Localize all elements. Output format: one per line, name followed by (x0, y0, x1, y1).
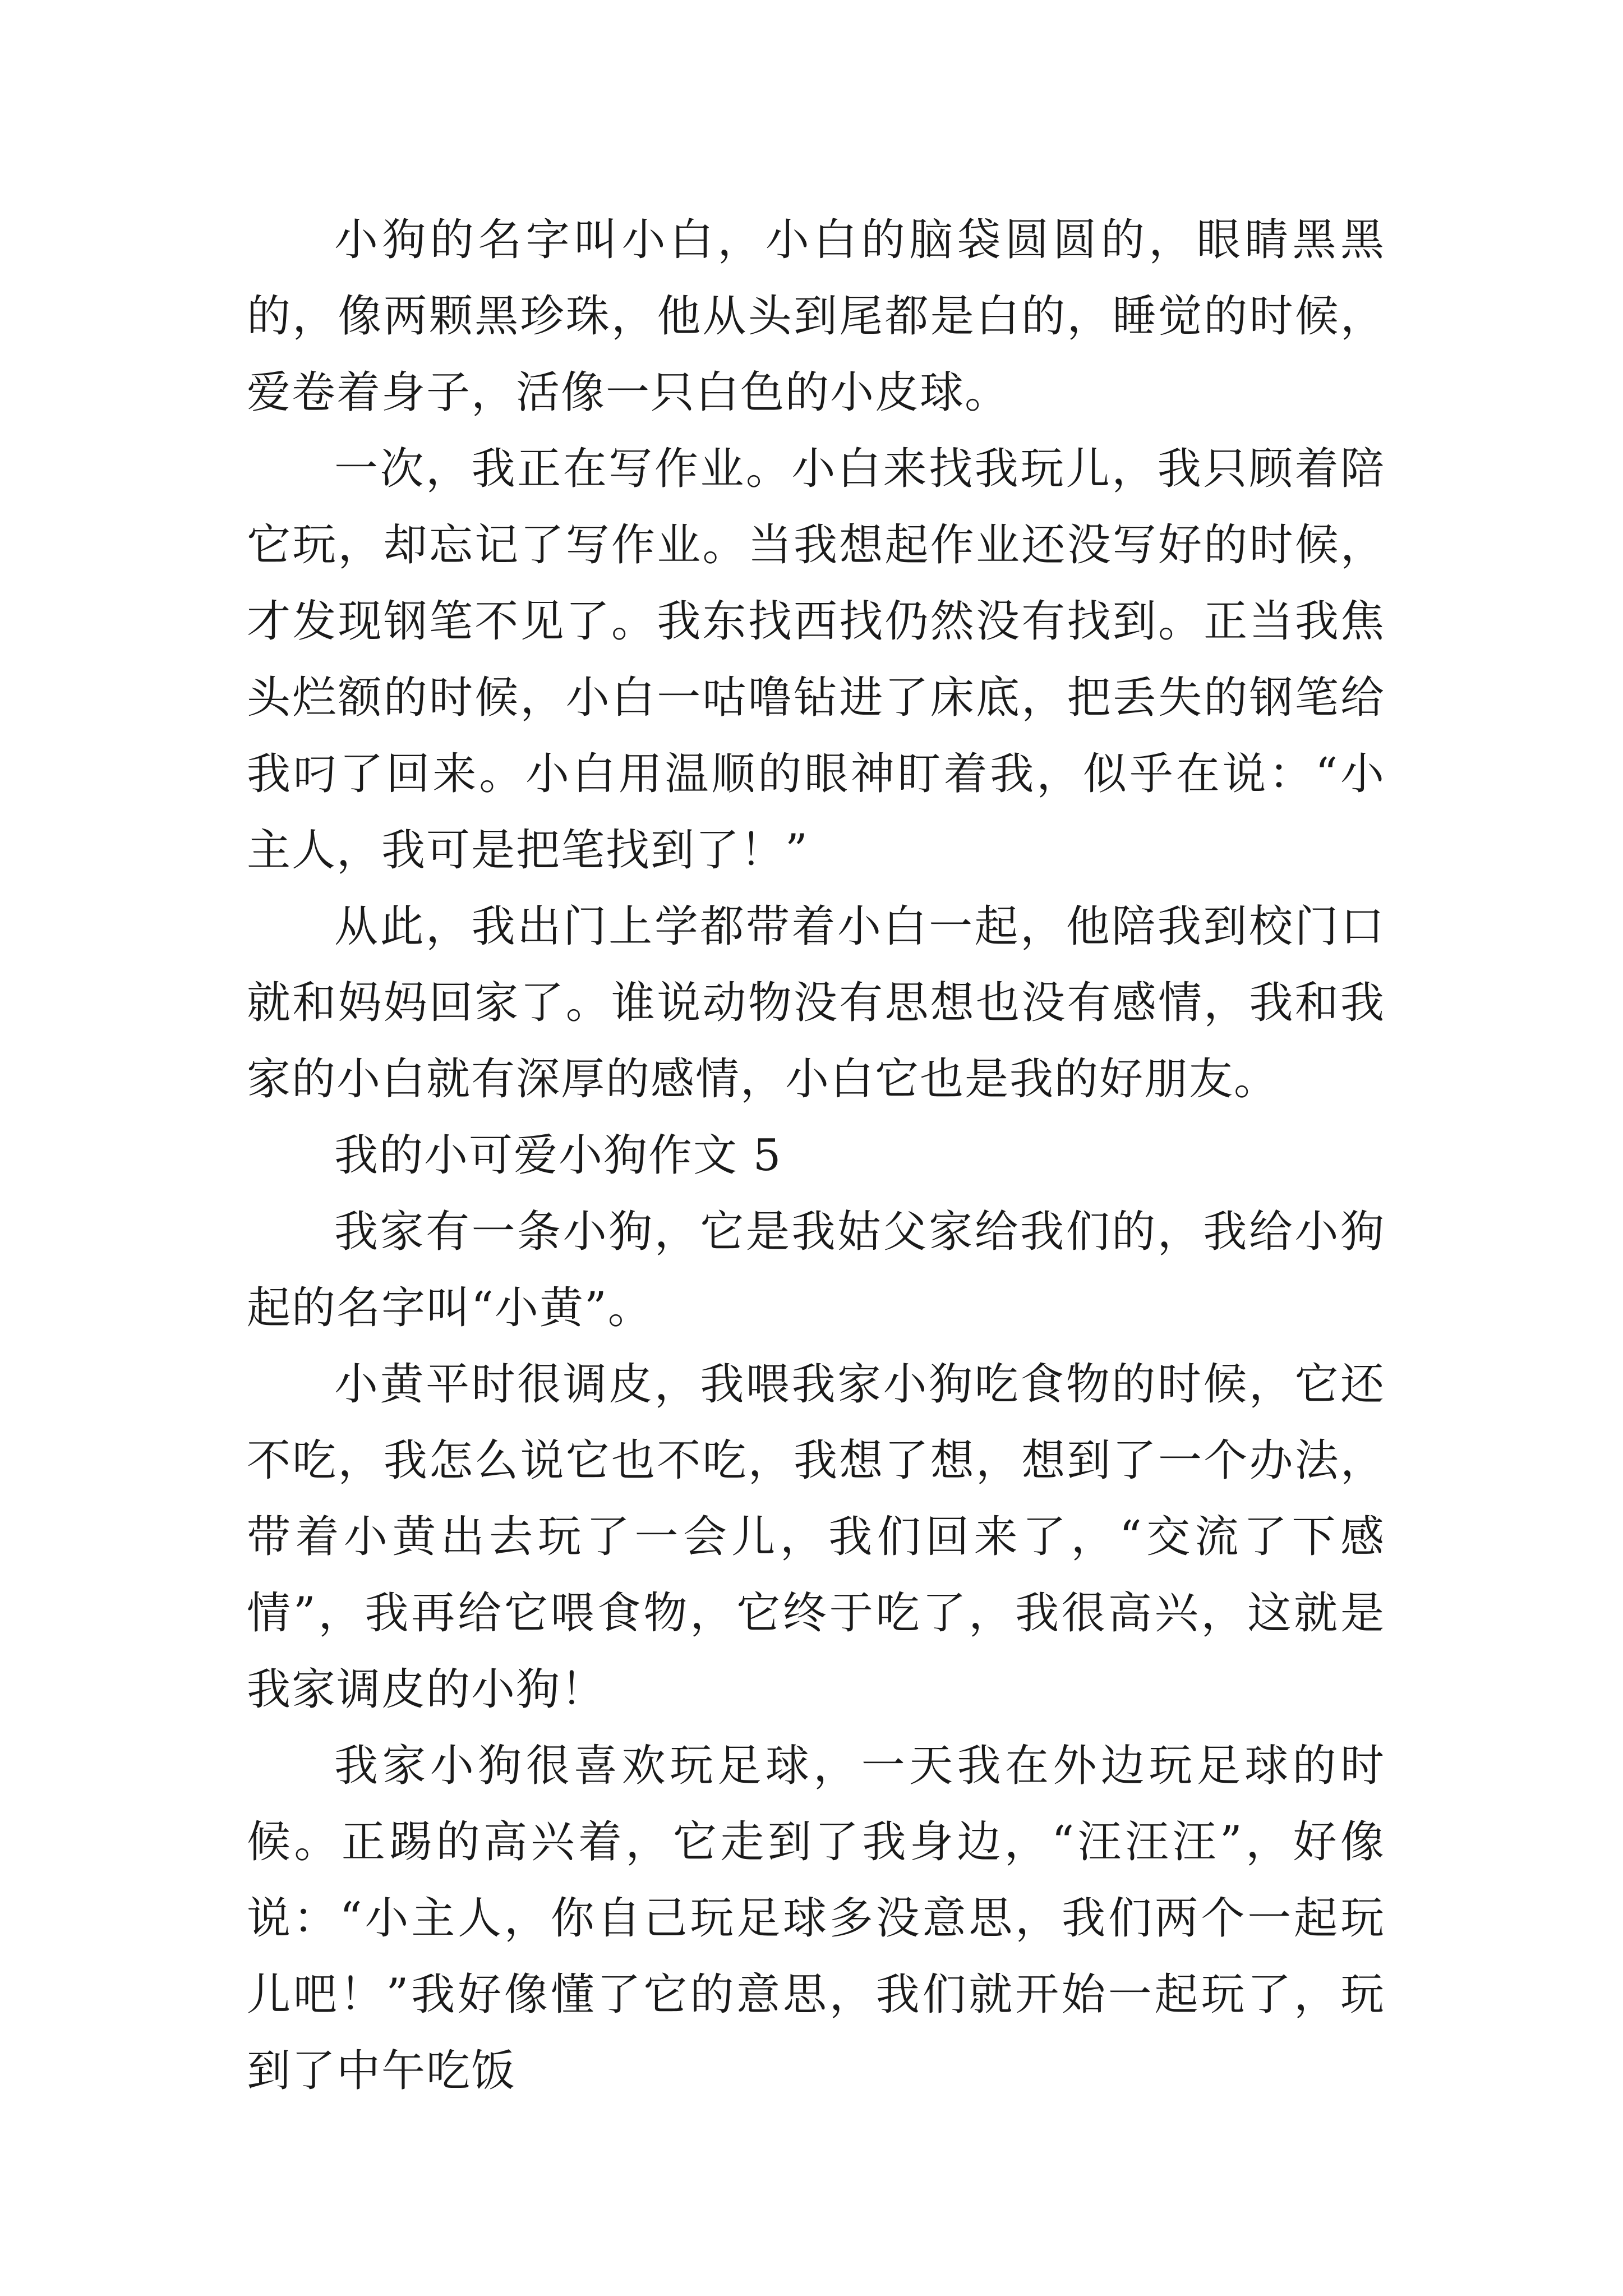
section-title: 我的小可爱小狗作文 5 (334, 1130, 782, 1181)
document-body (247, 202, 1385, 2109)
paragraph-football: 我家小狗很喜欢玩足球，一天我在外边玩足球的时候。正踢的高兴着，它走到了我身边，“汪汪汪”，好像说：“小主人，你自己玩足球多没意思，我们两个一起玩儿吧！”我好像懂了它的意思，我们就开始一起玩了，玩到了中午吃饭 (247, 1741, 1385, 2096)
paragraph-xiaohuang-intro: 我家有一条小狗，它是我姑父家给我们的，我给小狗起的名字叫“小黄”。 (247, 1207, 1385, 1333)
paragraph-pen-story: 一次，我正在写作业。小白来找我玩儿，我只顾着陪它玩，却忘记了写作业。当我想起作业还没写好的时候，才发现钢笔不见了。我东找西找仍然没有找到。正当我焦头烂额的时候，小白一咕噜钻进了床底，把丢失的钢笔给我叼了回来。小白用温顺的眼神盯着我，似乎在说：“小主人，我可是把笔找到了！” (247, 444, 1385, 876)
paragraph-xiaohuang-naughty: 小黄平时很调皮，我喂我家小狗吃食物的时候，它还不吃，我怎么说它也不吃，我想了想，想到了一个办法，带着小黄出去玩了一会儿，我们回来了，“交流了下感情”，我再给它喂食物，它终于吃了，我很高兴，这就是我家调皮的小狗！ (247, 1359, 1385, 1715)
paragraph-friendship: 从此，我出门上学都带着小白一起，他陪我到校门口就和妈妈回家了。谁说动物没有思想也没有感情，我和我家的小白就有深厚的感情，小白它也是我的好朋友。 (247, 901, 1385, 1105)
paragraph-xiaobai-description: 小狗的名字叫小白，小白的脑袋圆圆的，眼睛黑黑的，像两颗黑珍珠，他从头到尾都是白的，睡觉的时候，爱卷着身子，活像一只白色的小皮球。 (247, 215, 1385, 418)
